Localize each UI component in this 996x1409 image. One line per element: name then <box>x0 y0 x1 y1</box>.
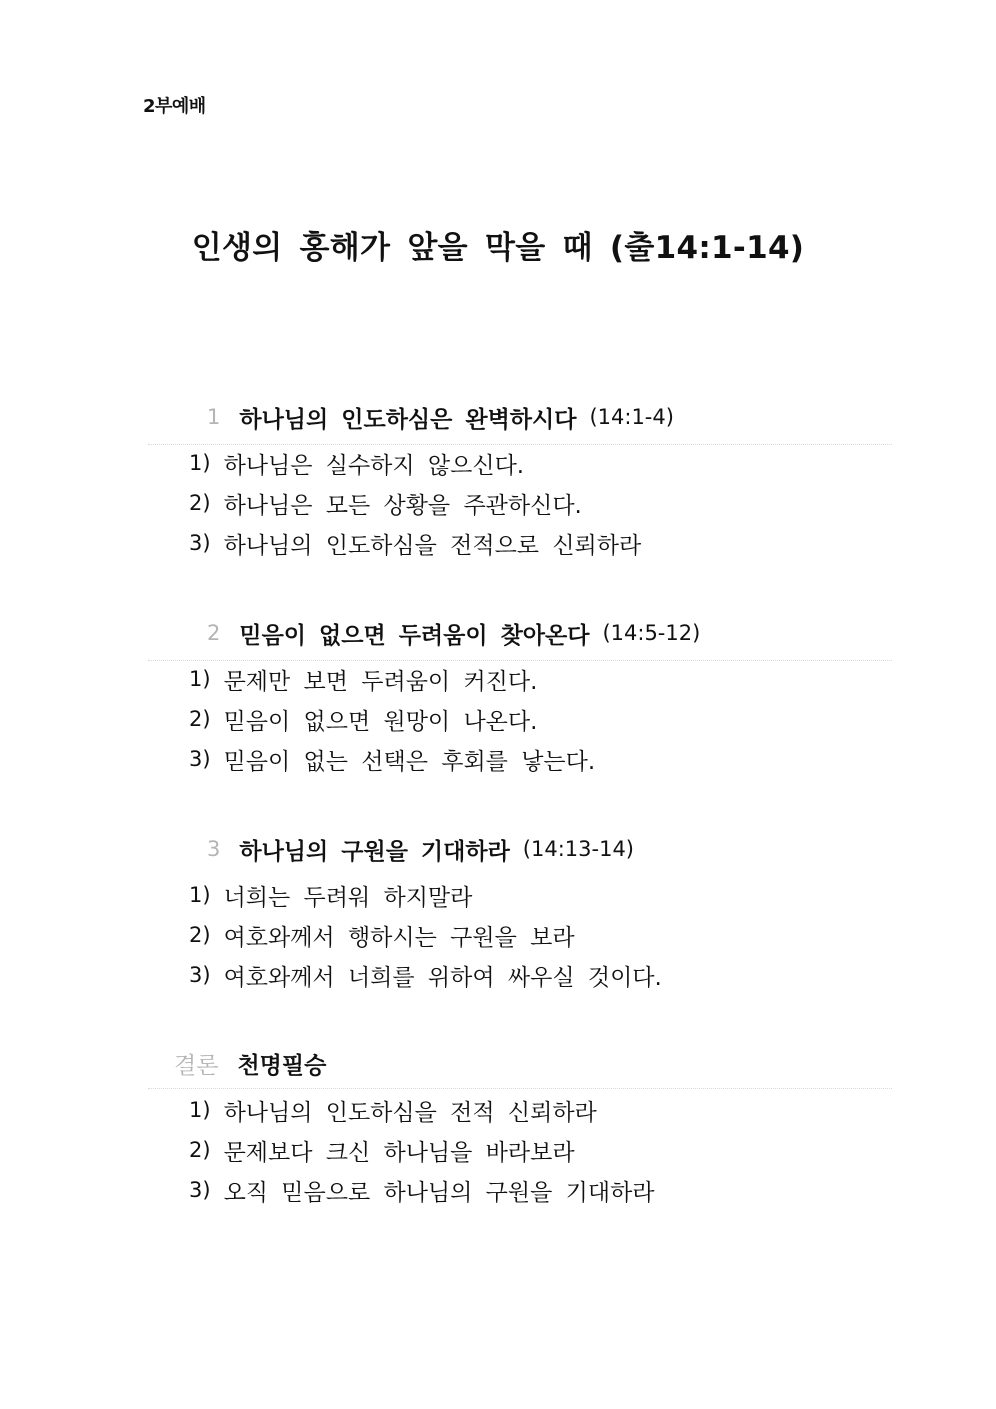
item-number: 1) <box>189 883 211 907</box>
item-number: 2) <box>189 1138 211 1162</box>
item-text: 문제보다 크신 하나님을 바라보라 <box>223 1139 575 1166</box>
section-heading <box>207 400 674 434</box>
item-number: 3) <box>189 1178 211 1202</box>
list-item <box>189 662 537 696</box>
list-item <box>189 1133 575 1167</box>
section-reference: (14:13-14) <box>522 837 635 861</box>
item-text: 믿음이 없으면 원망이 나온다. <box>223 708 538 735</box>
item-number: 1) <box>189 1098 211 1122</box>
item-text: 하나님의 인도하심을 전적 신뢰하라 <box>223 1099 597 1126</box>
list-item <box>189 486 582 520</box>
item-text: 여호와께서 너희를 위하여 싸우실 것이다. <box>223 964 662 991</box>
section-reference: (14:5-12) <box>602 621 701 645</box>
list-item <box>189 958 662 992</box>
item-number: 3) <box>189 531 211 555</box>
item-text: 믿음이 없는 선택은 후회를 낳는다. <box>223 748 596 775</box>
item-text: 하나님은 실수하지 않으신다. <box>223 452 525 479</box>
item-number: 1) <box>189 667 211 691</box>
section-heading <box>207 832 634 866</box>
list-item <box>189 1173 655 1207</box>
list-item <box>189 1093 597 1127</box>
item-text: 오직 믿음으로 하나님의 구원을 기대하라 <box>223 1179 655 1206</box>
section-divider <box>148 444 892 445</box>
list-item <box>189 918 575 952</box>
section-number: 결론 <box>174 1052 219 1079</box>
item-number: 2) <box>189 491 211 515</box>
section-heading <box>174 1046 326 1080</box>
item-number: 1) <box>189 451 211 475</box>
section-number: 1 <box>207 405 221 429</box>
item-text: 너희는 두려워 하지말라 <box>223 884 473 911</box>
section-number: 3 <box>207 837 221 861</box>
item-text: 여호와께서 행하시는 구원을 보라 <box>223 924 575 951</box>
section-title: 하나님의 구원을 기대하라 <box>239 838 510 865</box>
section-reference: (14:1-4) <box>589 405 674 429</box>
sermon-title: 인생의 홍해가 앞을 막을 때 (출14:1-14) <box>191 230 805 266</box>
item-number: 3) <box>189 747 211 771</box>
item-number: 2) <box>189 923 211 947</box>
item-text: 하나님은 모든 상황을 주관하신다. <box>223 492 582 519</box>
list-item <box>189 446 524 480</box>
list-item <box>189 742 595 776</box>
section-title: 하나님의 인도하심은 완벽하시다 <box>239 406 577 433</box>
section-heading <box>207 616 700 650</box>
list-item <box>189 702 537 736</box>
list-item <box>189 526 641 560</box>
item-text: 문제만 보면 두려움이 커진다. <box>223 668 538 695</box>
item-number: 3) <box>189 963 211 987</box>
section-title: 믿음이 없으면 두려움이 찾아온다 <box>239 622 590 649</box>
section-title: 천명필승 <box>237 1052 327 1079</box>
list-item <box>189 878 472 912</box>
section-divider <box>148 660 892 661</box>
service-label: 2부예배 <box>143 96 206 117</box>
item-text: 하나님의 인도하심을 전적으로 신뢰하라 <box>223 532 642 559</box>
item-number: 2) <box>189 707 211 731</box>
section-number: 2 <box>207 621 221 645</box>
section-divider <box>148 1088 892 1089</box>
